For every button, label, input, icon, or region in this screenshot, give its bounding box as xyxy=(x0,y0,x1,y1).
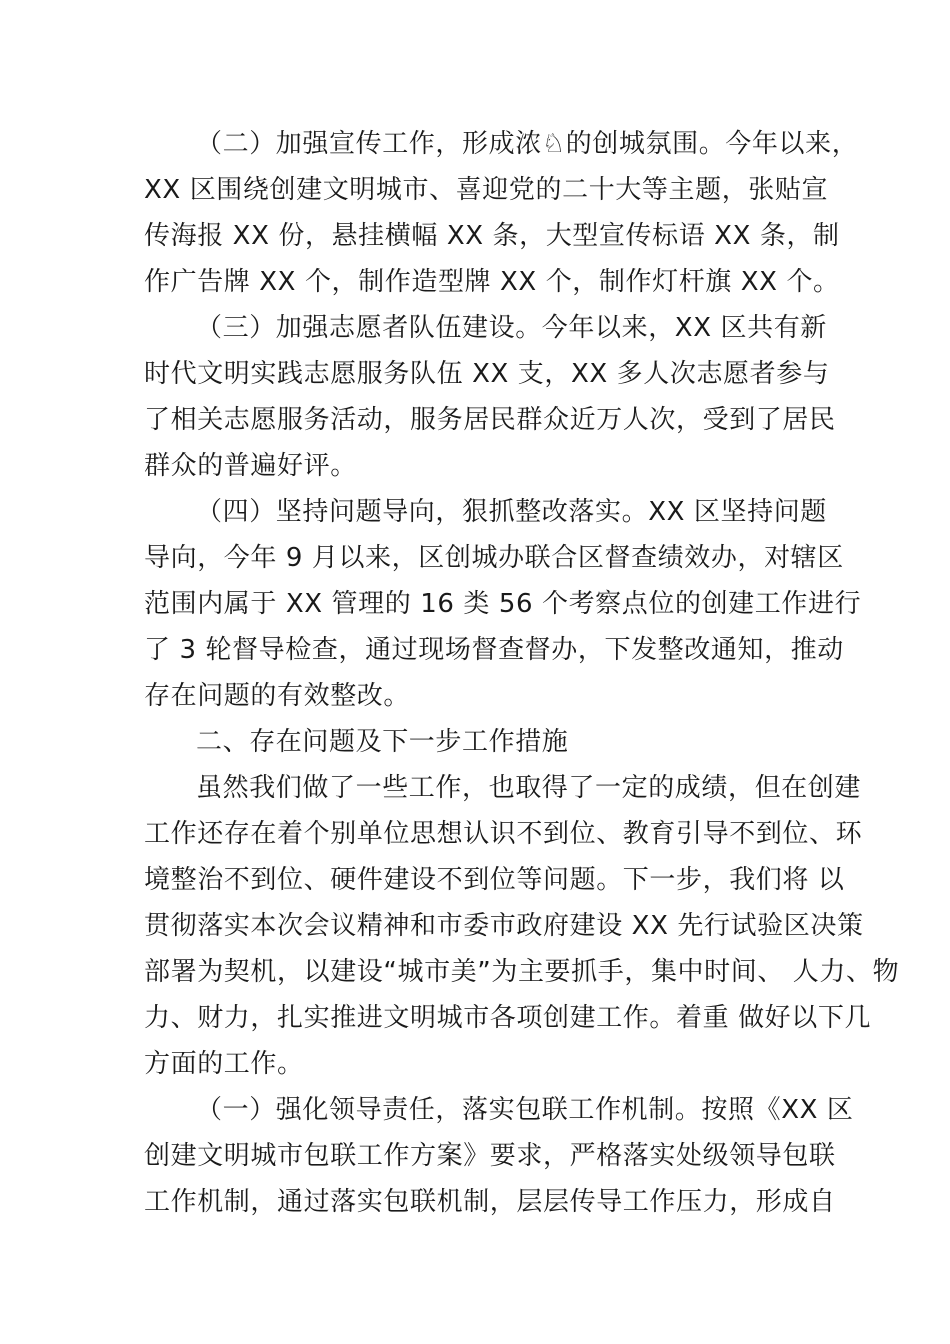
text-line: 力、财力，扎实推进文明城市各项创建工作。着重 做好以下几 xyxy=(144,1003,872,1033)
text-line: 方面的工作。 xyxy=(144,1049,304,1079)
text-line: XX 区围绕创建文明城市、喜迎党的二十大等主题，张贴宣 xyxy=(144,175,829,205)
section-heading: 二、存在问题及下一步工作措施 xyxy=(196,727,569,757)
text-line: 部署为契机，以建设“城市美”为主要抓手，集中时间、 人力、物 xyxy=(144,957,900,987)
text-line: 导向，今年 9 月以来，区创城办联合区督查绩效办，对辖区 xyxy=(144,543,844,573)
text-line: 群众的普遍好评。 xyxy=(144,451,357,481)
text-line: 虽然我们做了一些工作，也取得了一定的成绩，但在创建 xyxy=(196,773,862,803)
paragraph-2-heading-line: （二）加强宣传工作，形成浓♘的创城氛围。今年以来， xyxy=(196,129,859,159)
text-line: 时代文明实践志愿服务队伍 XX 支，XX 多人次志愿者参与 xyxy=(144,359,830,389)
text-line: 工作机制，通过落实包联机制，层层传导工作压力，形成自 xyxy=(144,1187,836,1217)
text-line: 存在问题的有效整改。 xyxy=(144,681,411,711)
paragraph-1-heading-line: （一）强化领导责任，落实包联工作机制。按照《XX 区 xyxy=(196,1095,854,1125)
text-line: 境整治不到位、硬件建设不到位等问题。下一步，我们将 以 xyxy=(144,865,845,895)
paragraph-4-heading-line: （四）坚持问题导向，狠抓整改落实。XX 区坚持问题 xyxy=(196,497,827,527)
paragraph-3-heading-line: （三）加强志愿者队伍建设。今年以来，XX 区共有新 xyxy=(196,313,827,343)
text-line: 作广告牌 XX 个，制作造型牌 XX 个，制作灯杆旗 XX 个。 xyxy=(144,267,840,297)
text-line: 传海报 XX 份，悬挂横幅 XX 条，大型宣传标语 XX 条，制 xyxy=(144,221,840,251)
text-line: 贯彻落实本次会议精神和市委市政府建设 XX 先行试验区决策 xyxy=(144,911,864,941)
text-line: 范围内属于 XX 管理的 16 类 56 个考察点位的创建工作进行 xyxy=(144,589,862,619)
text-line: 了 3 轮督导检查，通过现场督查督办，下发整改通知，推动 xyxy=(144,635,844,665)
text-line: 创建文明城市包联工作方案》要求，严格落实处级领导包联 xyxy=(144,1141,836,1171)
text-line: 工作还存在着个别单位思想认识不到位、教育引导不到位、环 xyxy=(144,819,863,849)
text-line: 了相关志愿服务活动，服务居民群众近万人次，受到了居民 xyxy=(144,405,836,435)
